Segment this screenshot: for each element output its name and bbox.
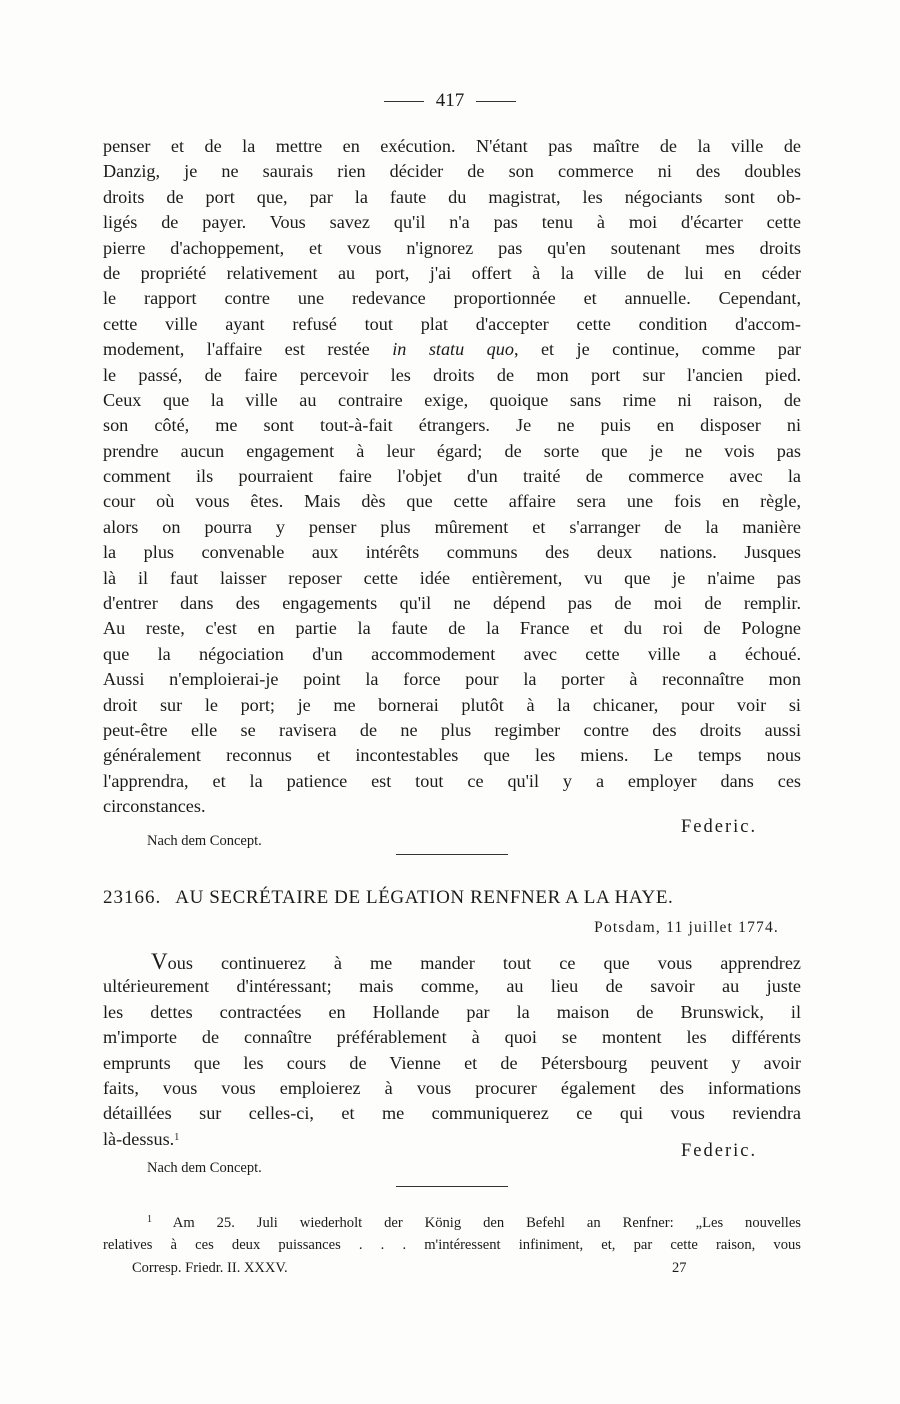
initial-letter: V — [151, 949, 168, 974]
text-line: emprunts que les cours de Vienne et de Pétersbourg peuvent y avoir — [103, 1052, 801, 1073]
text-line: Vous continuerez à me mander tout ce que vous apprendrez — [151, 949, 801, 974]
dateline-place: Potsdam, — [594, 919, 661, 936]
dateline — [594, 919, 779, 937]
page-header — [0, 90, 900, 112]
text-line: là il faut laisser reposer cette idée entièrement, vu que je n'aime pas — [103, 567, 801, 588]
text-line: généralement reconnus et incontestables que les miens. Le temps nous — [103, 745, 801, 766]
header-rule-left — [384, 101, 424, 102]
latin-phrase: in statu quo — [392, 339, 514, 360]
page-number: 417 — [435, 90, 465, 111]
footnote — [103, 1213, 801, 1256]
text-line: droits de port que, par la faute du magistrat, les négociants sont ob- — [103, 186, 801, 207]
text-line: la plus convenable aux intérêts communs des deux nations. Jusques — [103, 542, 801, 563]
source-note: Nach dem Concept. — [147, 1160, 262, 1176]
footnote-line: relatives à ces deux puissances . . . m'intéressent infiniment, et, par cette raison, vous — [103, 1236, 801, 1253]
text-line: les dettes contractées en Hollande par la maison de Brunswick, il — [103, 1001, 801, 1022]
text-line: penser et de la mettre en exécution. N'étant pas maître de la ville de — [103, 136, 801, 156]
footnote-line: $^1$ Am 25. Juli wiederholt der König den Befehl an Renfner: „Les nouvelles — [147, 1214, 801, 1231]
text-line: que la négociation d'un accommodement avec cette ville a échoué. — [103, 643, 801, 664]
signature-federic: Federic. — [681, 1141, 758, 1161]
letter-title: AU SECRÉTAIRE DE LÉGATION RENFNER A LA HAYE. — [175, 887, 674, 908]
text-line: m'importe de connaître préférablement à quoi se montent les différents — [103, 1027, 801, 1048]
text-line: comment ils pourraient faire l'objet d'un traité de commerce avec la — [103, 466, 801, 487]
text-line: pierre d'achoppement, et vous n'ignorez pas qu'en soutenant mes droits — [103, 237, 801, 258]
text-line: d'entrer dans des engagements qu'il ne dépend pas de moi de remplir. — [103, 593, 801, 614]
text-line: son côté, me sont tout-à-fait étrangers. Je ne puis en disposer ni — [103, 415, 801, 436]
text-line: Ceux que la ville au contraire exige, quoique sans rime ni raison, de — [103, 389, 801, 410]
text-line: le rapport contre une redevance proportionnée et annuelle. Cependant, — [103, 288, 801, 309]
text-line: cette ville ayant refusé tout plat d'accepter cette condition d'accom- — [103, 313, 801, 334]
text-line: droit sur le port; je me bornerai plutôt à la chicaner, pour voir si — [103, 694, 801, 715]
letter-body — [103, 949, 801, 1152]
text-line: l'apprendra, et la patience est tout ce qu'il y a employer dans ces — [103, 770, 801, 791]
text-line: modement, l'affaire est restée in statu quo, et je continue, comme par — [103, 339, 801, 360]
signature-federic: Federic. — [681, 817, 758, 837]
letter-heading — [103, 887, 801, 909]
text-line: ligés de payer. Vous savez qu'il n'a pas tenu à moi d'écarter cette — [103, 212, 801, 233]
source-note: Nach dem Concept. — [147, 833, 262, 849]
text-line: détaillées sur celles-ci, et me communiquerez ce qui vous reviendra — [103, 1103, 801, 1124]
text-line: Au reste, c'est en partie la faute de la France et du roi de Pologne — [103, 618, 801, 639]
letter-number: 23166. — [103, 887, 162, 908]
footnote-number: 1 — [147, 1214, 173, 1225]
text-line: ultérieurement d'intéressant; mais comme, au lieu de savoir au juste — [103, 976, 801, 997]
running-foot-title: Corresp. Friedr. II. XXXV. — [132, 1260, 288, 1276]
text-line: Danzig, je ne saurais rien décider de son commerce ni des doubles — [103, 161, 801, 182]
footnote-marker: 1 — [174, 1131, 180, 1143]
header-rule-right — [476, 101, 516, 102]
text-line: Aussi n'emploierai-je point la force pour la porter à reconnaître mon — [103, 669, 801, 690]
text-line: peut-être elle se ravisera de ne plus regimber contre des droits aussi — [103, 719, 801, 740]
text-line: le passé, de faire percevoir les droits de mon port sur l'ancien pied. — [103, 364, 801, 385]
text-line: circonstances. — [103, 796, 206, 817]
signature-mark: 27 — [672, 1260, 687, 1276]
text-line: prendre aucun engagement à leur égard; de sorte que je ne vois pas — [103, 440, 801, 461]
text-line: de propriété relativement au port, j'ai offert à la ville de lui en céder — [103, 262, 801, 283]
section-divider — [396, 854, 508, 855]
text-line: faits, vous vous emploierez à vous procurer également des informations — [103, 1077, 801, 1098]
section-divider — [396, 1186, 508, 1187]
text-line: là-dessus.$^1$ — [103, 1128, 180, 1149]
text-line: cour où vous êtes. Mais dès que cette affaire sera une fois en règle, — [103, 491, 801, 512]
dateline-date: 11 juillet 1774. — [666, 919, 779, 936]
text-line: alors on pourra y penser plus mûrement et s'arranger de la manière — [103, 516, 801, 537]
letter-body-continued — [103, 134, 801, 820]
